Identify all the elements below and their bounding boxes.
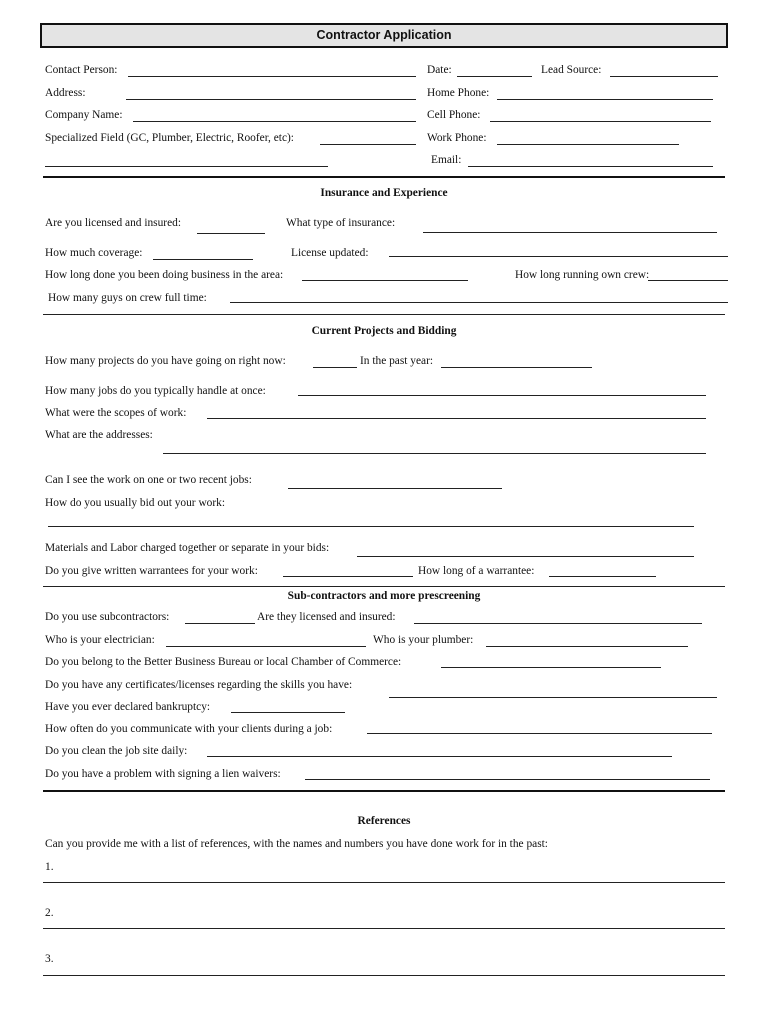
- home-phone-field[interactable]: [497, 99, 713, 100]
- subs-licensed-field[interactable]: [414, 623, 702, 624]
- contact-person-field[interactable]: [128, 76, 416, 77]
- certificates-field[interactable]: [389, 697, 717, 698]
- reference-line-2[interactable]: [43, 928, 725, 929]
- section-divider: [43, 176, 725, 178]
- specialized-field-label: Specialized Field (GC, Plumber, Electric, Roofer, etc):: [45, 132, 294, 144]
- bid-out-field[interactable]: [48, 526, 694, 527]
- bbb-label: Do you belong to the Better Business Bureau or local Chamber of Commerce:: [45, 656, 402, 668]
- home-phone-label: Home Phone:: [427, 87, 490, 99]
- lien-waivers-field[interactable]: [305, 779, 710, 780]
- address-field[interactable]: [126, 99, 416, 100]
- business-length-label: How long done you been doing business in the area:: [45, 269, 284, 281]
- reference-number-2: 2.: [45, 907, 54, 919]
- materials-labor-field[interactable]: [357, 556, 694, 557]
- contact-person-label: Contact Person:: [45, 64, 118, 76]
- reference-number-1: 1.: [45, 861, 54, 873]
- warranty-length-label: How long of a warrantee:: [418, 565, 535, 577]
- section-divider: [43, 790, 725, 792]
- lien-waivers-label: Do you have a problem with signing a lien waivers:: [45, 768, 281, 780]
- see-work-field[interactable]: [288, 488, 502, 489]
- form-title: Contractor Application: [40, 23, 728, 48]
- projects-now-field[interactable]: [313, 367, 357, 368]
- business-length-field[interactable]: [302, 280, 468, 281]
- clean-site-label: Do you clean the job site daily:: [45, 745, 188, 757]
- projects-now-label: How many projects do you have going on right now:: [45, 355, 286, 367]
- subcontractors-heading: Sub-contractors and more prescreening: [287, 590, 481, 602]
- plumber-field[interactable]: [486, 646, 688, 647]
- references-heading: References: [357, 815, 411, 827]
- reference-number-3: 3.: [45, 953, 54, 965]
- bbb-field[interactable]: [441, 667, 661, 668]
- clean-site-field[interactable]: [207, 756, 672, 757]
- projects-heading: Current Projects and Bidding: [311, 325, 457, 337]
- bankruptcy-label: Have you ever declared bankruptcy:: [45, 701, 211, 713]
- addresses-label: What are the addresses:: [45, 429, 153, 441]
- coverage-field[interactable]: [153, 259, 253, 260]
- jobs-at-once-label: How many jobs do you typically handle at once:: [45, 385, 266, 397]
- specialized-field-continuation[interactable]: [45, 166, 328, 167]
- company-name-label: Company Name:: [45, 109, 123, 121]
- bid-out-label: How do you usually bid out your work:: [45, 497, 226, 509]
- lead-source-label: Lead Source:: [541, 64, 602, 76]
- cell-phone-label: Cell Phone:: [427, 109, 481, 121]
- section-divider: [43, 314, 725, 315]
- work-phone-field[interactable]: [497, 144, 679, 145]
- own-crew-field[interactable]: [648, 280, 728, 281]
- license-updated-field[interactable]: [389, 256, 728, 257]
- specialized-field-input[interactable]: [320, 144, 416, 145]
- lead-source-field[interactable]: [610, 76, 718, 77]
- warranties-field[interactable]: [283, 576, 413, 577]
- insurance-type-field[interactable]: [423, 232, 717, 233]
- scopes-field[interactable]: [207, 418, 706, 419]
- subs-licensed-label: Are they licensed and insured:: [257, 611, 396, 623]
- plumber-label: Who is your plumber:: [373, 634, 474, 646]
- addresses-field[interactable]: [163, 453, 706, 454]
- date-label: Date:: [427, 64, 452, 76]
- insurance-type-label: What type of insurance:: [286, 217, 396, 229]
- email-field[interactable]: [468, 166, 713, 167]
- communicate-label: How often do you communicate with your clients during a job:: [45, 723, 333, 735]
- warranties-label: Do you give written warrantees for your work:: [45, 565, 258, 577]
- jobs-at-once-field[interactable]: [298, 395, 706, 396]
- company-name-field[interactable]: [133, 121, 416, 122]
- email-label: Email:: [431, 154, 462, 166]
- electrician-label: Who is your electrician:: [45, 634, 155, 646]
- crew-size-label: How many guys on crew full time:: [48, 292, 207, 304]
- electrician-field[interactable]: [166, 646, 366, 647]
- reference-line-3[interactable]: [43, 975, 725, 976]
- references-prompt: Can you provide me with a list of references, with the names and numbers you have done work for in the past:: [45, 838, 548, 850]
- past-year-field[interactable]: [441, 367, 592, 368]
- section-divider: [43, 586, 725, 587]
- own-crew-label: How long running own crew:: [515, 269, 650, 281]
- address-label: Address:: [45, 87, 86, 99]
- communicate-field[interactable]: [367, 733, 712, 734]
- license-updated-label: License updated:: [291, 247, 369, 259]
- reference-line-1[interactable]: [43, 882, 725, 883]
- crew-size-field[interactable]: [230, 302, 728, 303]
- use-subs-label: Do you use subcontractors:: [45, 611, 170, 623]
- scopes-label: What were the scopes of work:: [45, 407, 187, 419]
- licensed-label: Are you licensed and insured:: [45, 217, 182, 229]
- cell-phone-field[interactable]: [490, 121, 711, 122]
- materials-labor-label: Materials and Labor charged together or separate in your bids:: [45, 542, 330, 554]
- bankruptcy-field[interactable]: [231, 712, 345, 713]
- certificates-label: Do you have any certificates/licenses regarding the skills you have:: [45, 679, 353, 691]
- coverage-label: How much coverage:: [45, 247, 143, 259]
- see-work-label: Can I see the work on one or two recent jobs:: [45, 474, 252, 486]
- use-subs-field[interactable]: [185, 623, 255, 624]
- insurance-heading: Insurance and Experience: [320, 187, 448, 199]
- past-year-label: In the past year:: [360, 355, 434, 367]
- work-phone-label: Work Phone:: [427, 132, 487, 144]
- licensed-field[interactable]: [197, 233, 265, 234]
- date-field[interactable]: [457, 76, 532, 77]
- warranty-length-field[interactable]: [549, 576, 656, 577]
